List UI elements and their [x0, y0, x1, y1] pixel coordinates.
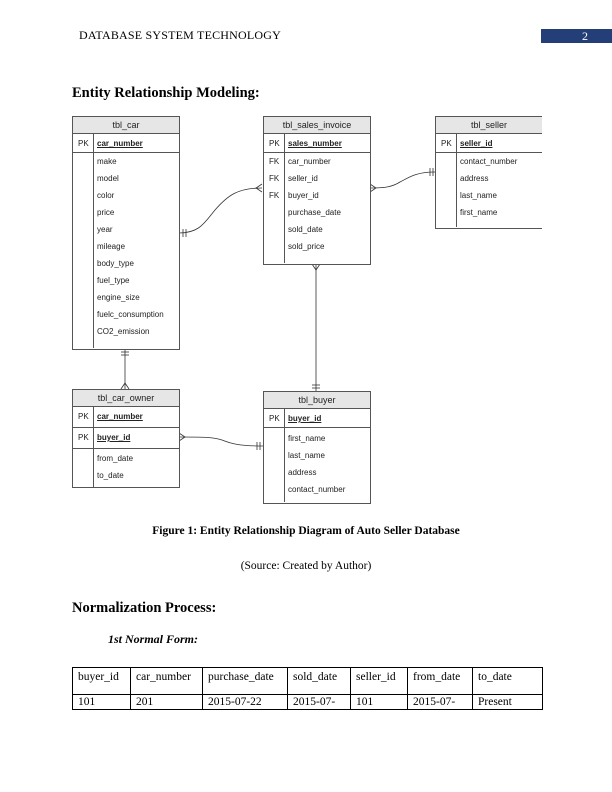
page-number: 2	[582, 29, 588, 43]
field: to_date	[97, 471, 124, 480]
pk-tag: PK	[78, 433, 89, 442]
field: fuelc_consumption	[97, 310, 164, 319]
table-cell: 2015-07-22	[203, 695, 288, 710]
field: CO2_emission	[97, 327, 150, 336]
field: seller_id	[288, 174, 318, 183]
pk-tag: PK	[78, 412, 89, 421]
pk-tag: PK	[269, 139, 280, 148]
table-header-cell: from_date	[408, 668, 473, 695]
field-list	[73, 449, 179, 487]
field: from_date	[97, 454, 134, 463]
field: price	[97, 208, 115, 217]
figure-source: (Source: Created by Author)	[240, 560, 372, 572]
field: sold_date	[288, 225, 323, 234]
table-row	[73, 695, 543, 710]
field: buyer_id	[288, 191, 319, 200]
normal-form-table	[72, 667, 543, 710]
entity-tbl-seller	[435, 116, 542, 229]
field: body_type	[97, 259, 134, 268]
table-cell: 2015-07-	[408, 695, 473, 710]
pk-field: buyer_id	[97, 433, 131, 442]
rel-car-sales	[179, 188, 262, 233]
pk-field: car_number	[97, 139, 143, 148]
subheading-1nf: 1st Normal Form:	[108, 632, 199, 646]
entity-tbl-car-owner	[72, 389, 180, 488]
pk-field: sales_number	[288, 139, 342, 148]
field: year	[97, 225, 113, 234]
fk-tag: FK	[269, 157, 280, 166]
field: contact_number	[460, 157, 518, 166]
running-header-title: DATABASE SYSTEM TECHNOLOGY	[79, 28, 282, 42]
pk-tag: PK	[269, 414, 280, 423]
field: first_name	[288, 434, 326, 443]
rel-seller-sales	[370, 172, 435, 188]
field: address	[288, 468, 317, 477]
table-header-cell: purchase_date	[203, 668, 288, 695]
pk-row	[73, 134, 179, 153]
table-header-cell: buyer_id	[73, 668, 131, 695]
field-list	[73, 153, 179, 348]
table-header-row	[73, 668, 543, 695]
table-header-cell: to_date	[473, 668, 543, 695]
field: last_name	[460, 191, 497, 200]
entity-tbl-sales-invoice	[263, 116, 371, 265]
field: purchase_date	[288, 208, 341, 217]
field: engine_size	[97, 293, 140, 302]
pk-field: car_number	[97, 412, 143, 421]
field: first_name	[460, 208, 498, 217]
field-list	[264, 153, 370, 263]
field-list	[436, 153, 542, 227]
table-cell: 2015-07-	[288, 695, 351, 710]
pk-row	[73, 428, 179, 449]
pk-row	[264, 134, 370, 153]
table-cell: 101	[351, 695, 408, 710]
pk-field: seller_id	[460, 139, 493, 148]
entity-title: tbl_car_owner	[73, 390, 179, 407]
pk-field: buyer_id	[288, 414, 322, 423]
figure-caption: Figure 1: Entity Relationship Diagram of Auto Seller Database	[152, 525, 460, 537]
field: mileage	[97, 242, 126, 251]
field: address	[460, 174, 489, 183]
pk-row	[264, 409, 370, 428]
table-header-cell: seller_id	[351, 668, 408, 695]
entity-title: tbl_buyer	[264, 392, 370, 409]
entity-title: tbl_seller	[436, 117, 542, 134]
entity-title: tbl_car	[73, 117, 179, 134]
table-cell: 201	[131, 695, 203, 710]
field: car_number	[288, 157, 331, 166]
fk-tag: FK	[269, 174, 280, 183]
section-heading-er: Entity Relationship Modeling:	[72, 85, 260, 101]
table-header-cell: sold_date	[288, 668, 351, 695]
field: fuel_type	[97, 276, 130, 285]
entity-tbl-buyer	[263, 391, 371, 504]
section-heading-normalization: Normalization Process:	[72, 600, 217, 616]
table-header-cell: car_number	[131, 668, 203, 695]
entity-tbl-car	[72, 116, 180, 350]
entity-title: tbl_sales_invoice	[264, 117, 370, 134]
field: last_name	[288, 451, 325, 460]
table-cell: 101	[73, 695, 131, 710]
field: make	[97, 157, 117, 166]
table-cell: Present	[473, 695, 543, 710]
field: model	[97, 174, 119, 183]
pk-row	[73, 407, 179, 428]
pk-row	[436, 134, 542, 153]
field-list	[264, 428, 370, 502]
field: sold_price	[288, 242, 325, 251]
rel-buyer-owner	[179, 437, 263, 446]
fk-tag: FK	[269, 191, 280, 200]
pk-tag: PK	[78, 139, 89, 148]
field: color	[97, 191, 115, 200]
pk-tag: PK	[441, 139, 452, 148]
field: contact_number	[288, 485, 346, 494]
